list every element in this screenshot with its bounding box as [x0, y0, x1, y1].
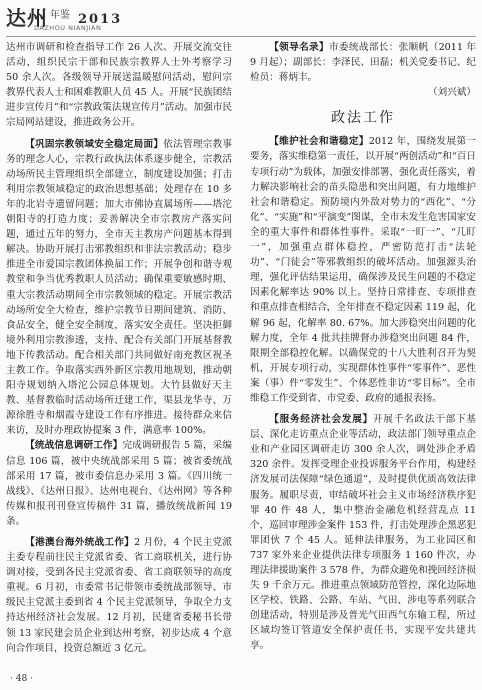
section-overseas-united-front — [6, 535, 232, 656]
section-body: 依法管理宗教事务的理念人心，宗教行政执法体系逐步健全，宗教活动场所民主管理组织全部建立，制度建设加强；打击利用宗教领域稳定的政治思想基础；处理存在 10 多年的北岩寺遗留问题；加大市佛协直属场所——塔沱朝阳寺的打造力度；妥善解决全市宗教房产落实问题，通过五年的努力，全市天主教房产问题基本得到解决。协助开展打击邪教组织和非法宗教活动；稳步推进全市爱国宗教团体换届工作；开展争创和谐寺观教堂和争当优秀教职人员活动；确保重要敏感时期、重大宗教活动期间全市宗教领域的稳定。开展宗教活动场所安全大检查，维护宗教节日期间建筑、消防、食品安全，健全安全制度，落实安全责任。坚决拒御境外利用宗教渗透，支持、配合有关部门开展基督教地下传教活动。配合相关部门共同做好南充教区祝圣主教工作。争取落实西外新区宗教用地规划，推动朝阳寺规划纳入塔沱公园总体规划。大竹县做好天主教、基督教临时活动场所迁建工作，渠县龙华寺、万源徐胜寺和烟霞寺建设工作有序推进。接待群众来信来访，及时办理政协提案 3 件，满意率 100%。 — [6, 138, 232, 437]
section-heading: 【巩固宗教领域安全稳定局面】 — [25, 138, 164, 150]
left-column — [6, 40, 232, 674]
section-heading: 【统战信息调研工作】 — [25, 440, 123, 452]
page-header — [0, 0, 482, 38]
section-body: 2012 年，围绕发展第一要务，落实维稳第一责任，以开展“两创活动”和“百日专项行动”为载体，加强安排部署，强化责任落实，着力解决影响社会的苗头隐患和突出问题，有力地维护社会和谐稳定。预防境内外敌对势力的“西化”、“分化”、“实施”和“平演变”图谋，全市未发生危害国家安全的重大事件和群体性事件。采取“一盯一”、“几盯一”，加强重点群体稳控，严密防范打击“法轮功”、“门徒会”等邪教组织的破坏活动。加强源头治理，强化评估结果运用，确保涉及民生问题的不稳定因素化解率达 90% 以上。坚持日常排查、专项排查和重点排查相结合，全年排查不稳定因素 119 起，化解 96 起，化解率 80. 67%。加大涉稳突出问题的化解力度，全年 4 批共挂牌督办涉稳突出问题 84 件，限期全部稳控化解。以确保党的十八大胜利召开为契机，开展专项行动，实现群体性事件“零事件”、恶性案（事）件“零发生”、个体恶性非访“零目标”。全市维稳工作受到省、市党委、政府的通报表扬。 — [250, 136, 476, 404]
right-column — [250, 40, 476, 674]
section-united-front-info — [6, 438, 232, 529]
section-economic-service — [250, 412, 476, 654]
section-heading: 【港澳台海外统战工作】 — [25, 537, 135, 548]
yearbook-english-name: DAZHOU NIANJIAN — [34, 24, 102, 32]
section-body: 2 月份，4 个民主党派主委专程前往民主党派省委、省工商联机关，进行协调对接，受到各民主党派省委、省工商联领导的高度重视。6 月初，市委常书记带领市委统战部领导、市级民主党派主委到省 4 个民主党派领导，争取全力支持达州经济社会发展。12 月初，民建省委秘书长带领 13 家民建会员企业到达州考察，初步达成 4 个意向合作项目，投资总额近 3 亿元。 — [6, 537, 232, 654]
section-leaders — [250, 40, 476, 85]
section-heading: 【服务经济社会发展】 — [269, 414, 373, 426]
paragraph-intro: 达州市调研和检查指导工作 26 人次。开展交流交往活动，组织民宗干部和民族宗教界人士外考察学习 50 余人次。各级领导开展送温暖慰问活动，慰问宗教界代表人士和困难教职人员 45 人。开展“民族团结进步宣传月”和“宗教政策法规宣传月”活动。加强市民宗局网站建设，推进政务公开。 — [6, 42, 232, 129]
section-heading: 【领导名录】 — [269, 42, 329, 53]
yearbook-year: 2013 — [78, 12, 123, 27]
section-heading: 【维护社会和谐稳定】 — [269, 136, 369, 148]
yearbook-logo-sub: 年鉴 — [50, 10, 70, 21]
yearbook-logo: 达州 — [6, 6, 48, 30]
section-body: 市委统战部长：张顺帆（2011 年 9 月起）；副部长：李泽民、田磊；机关党委书记、纪检员：蒋炳丰。 — [250, 42, 476, 84]
section-title: 政法工作 — [331, 110, 395, 127]
section-religion-safety — [6, 137, 232, 439]
section-body: 完成调研报告 5 篇，采编信息 106 篇，被中央统战部采用 5 篇；被省委统战部采用 17 篇，被市委信息办采用 3 篇。《四川统一战线》、《达州日报》、达州电视台、《达州网》等各种传媒和报刊刊登宣传稿件 31 篇，播放统战新闻 19 条。 — [6, 440, 232, 527]
header-rule — [6, 36, 476, 37]
section-body: 开展千名政法干部下基层、深化走访重点企业等活动，政法部门领导重点企业和产业园区调研走访 300 余人次，调处涉企矛盾 320 余件。发挥受理企业投诉服务平台作用，构建经济发展司法保障“绿色通道”，及时提供优质高效法律服务。履职尽责，审结破坏社会主义市场经济秩序犯罪 40 件 48 人，集中整治金融危机经营乱点 11 个，巡回审理涉金案件 153 件，打击处理涉企黑恶犯罪团伙 7 个 45 人。延伸法律服务，为工业园区和 737 家外来企业提供法律专项服务 1 160 件次，办理法律援助案件 3 578 件，为群众避免和挽回经济损失 9 千余万元。推进重点领域防范管控，深化边际地区学校、铁路、公路、车站、气田、涉电等系列联合创建活动，特别是涉及普光气田西气东输工程，所过区域均签订管道安全保护责任书，实现平安共建共享。 — [250, 414, 476, 652]
section-social-stability — [250, 134, 476, 406]
page-number: · 48 · — [10, 674, 33, 684]
author-credit: （刘兴斌） — [428, 87, 476, 99]
